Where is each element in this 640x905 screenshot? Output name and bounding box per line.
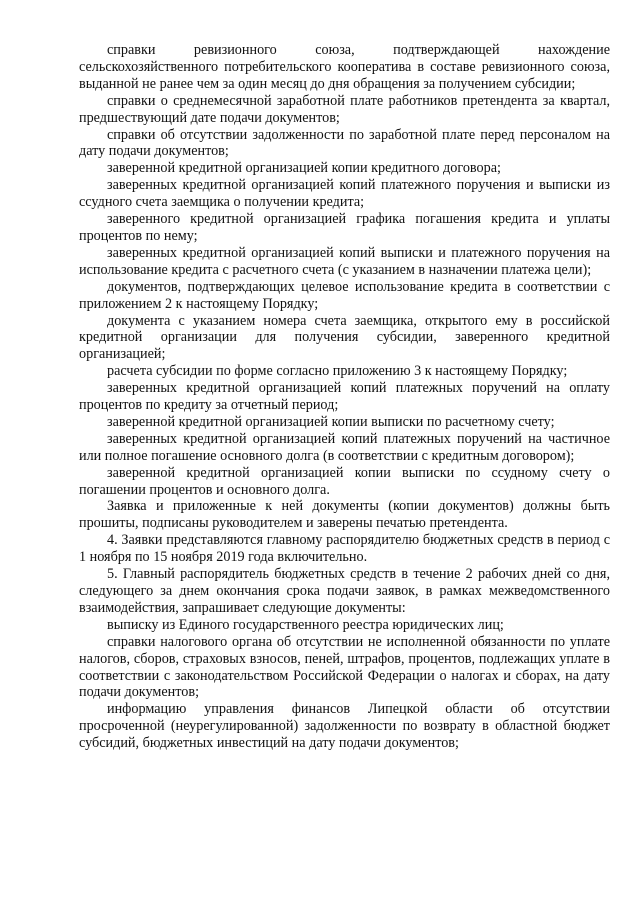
paragraph: 5. Главный распорядитель бюджетных средств в течение 2 рабочих дней со дня, следующего за днем окончания срока подачи заявок, в рамках межведомственного взаимодействия, запрашивает следующие документы: <box>79 566 610 616</box>
paragraph: заверенной кредитной организацией копии выписки по ссудному счету о погашении процентов и основного долга. <box>79 464 610 498</box>
paragraph: информацию управления финансов Липецкой области об отсутствии просроченной (неурегулированной) задолженности по возврату в областной бюджет субсидий, бюджетных инвестиций на дату подачи документов; <box>79 701 610 752</box>
paragraph: выписку из Единого государственного реестра юридических лиц; <box>107 616 504 633</box>
paragraph: Заявка и приложенные к ней документы (копии документов) должны быть прошиты, подписаны руководителем и заверены печатью претендента. <box>79 498 610 532</box>
paragraph: справки об отсутствии задолженности по заработной плате перед персоналом на дату подачи документов; <box>79 126 610 160</box>
paragraph: заверенного кредитной организацией графика погашения кредита и уплаты процентов по нему; <box>79 211 610 244</box>
paragraph: заверенных кредитной организацией копий платежных поручений на частичное или полное погашение основного долга (в соответствии с кредитным договором); <box>79 430 610 464</box>
paragraph: справки о среднемесячной заработной плате работников претендента за квартал, предшествующий дате подачи документов; <box>79 92 610 126</box>
paragraph: заверенной кредитной организацией копии кредитного договора; <box>107 160 501 177</box>
paragraph: 4. Заявки представляются главному распорядителю бюджетных средств в период с 1 ноября по 15 ноября 2019 года включительно. <box>79 532 610 566</box>
paragraph: документа с указанием номера счета заемщика, открытого ему в российской кредитной организации для получения субсидии, заверенного кредитной организацией; <box>79 312 610 363</box>
paragraph: справки ревизионного союза, подтверждающей нахождение сельскохозяйственного потребительского кооператива в составе ревизионного союза, выданной не ранее чем за один месяц до дня обращения за получением субсидии; <box>79 42 610 92</box>
paragraph: документов, подтверждающих целевое использование кредита в соответствии с приложением 2 к настоящему Порядку; <box>79 278 610 312</box>
paragraph: расчета субсидии по форме согласно приложению 3 к настоящему Порядку; <box>107 363 568 380</box>
paragraph: заверенных кредитной организацией копий выписки и платежного поручения на использование кредита с расчетного счета (с указанием в назначении платежа цели); <box>79 244 610 278</box>
paragraph: справки налогового органа об отсутствии не исполненной обязанности по уплате налогов, сборов, страховых взносов, пеней, штрафов, процентов, подлежащих уплате в соответствии с законодательством Российской Федерации о налогах и сборах, на дату подачи документов; <box>79 633 610 701</box>
paragraph: заверенных кредитной организацией копий платежного поручения и выписки из ссудного счета заемщика о получении кредита; <box>79 177 610 211</box>
paragraph: заверенных кредитной организацией копий платежных поручений на оплату процентов по кредиту за отчетный период; <box>79 380 610 414</box>
paragraph: заверенной кредитной организацией копии выписки по расчетному счету; <box>107 413 555 430</box>
